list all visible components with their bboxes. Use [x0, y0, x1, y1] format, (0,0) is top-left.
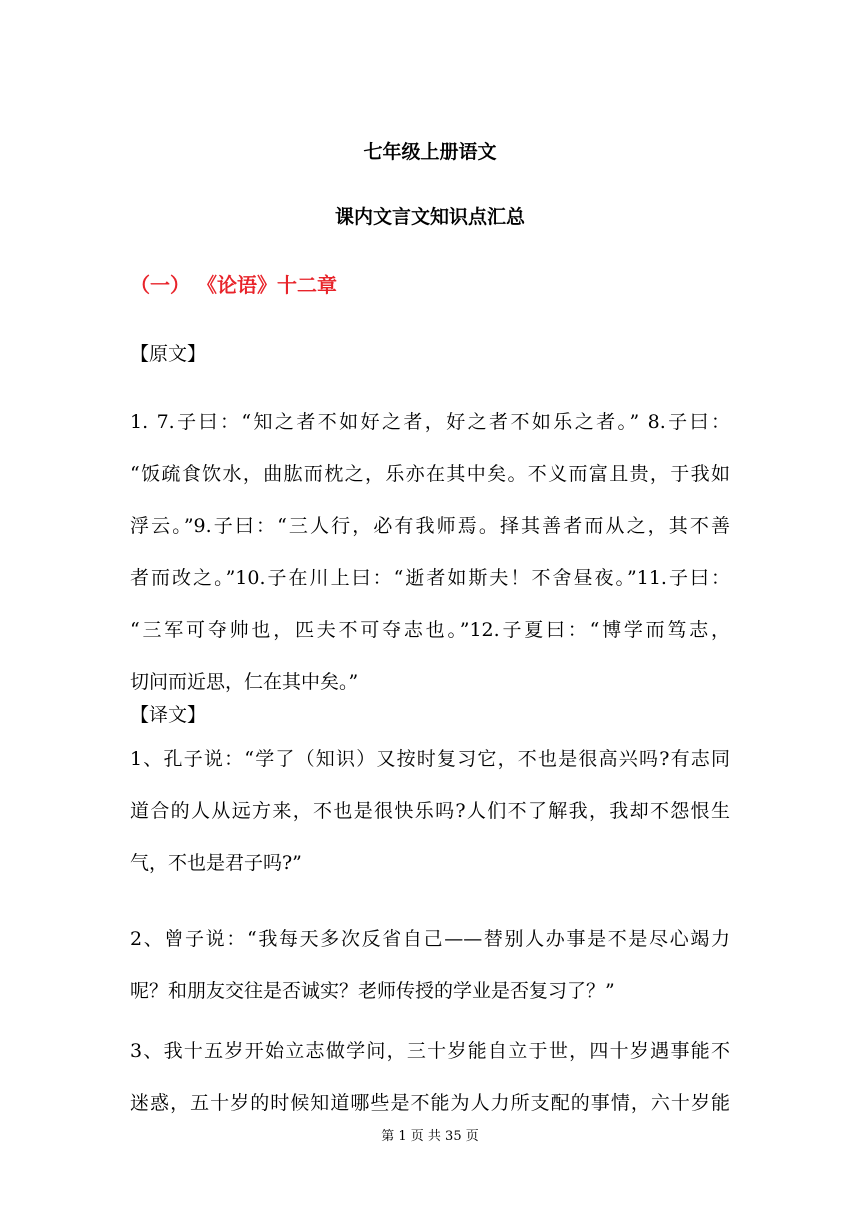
translation-line: 3、我十五岁开始立志做学问，三十岁能自立于世，四十岁遇事能不 [130, 1040, 730, 1062]
translation-line: 气，不也是君子吗?” [130, 852, 302, 874]
translation-paragraph-3 [130, 1025, 730, 1129]
original-text-line: 切问而近思，仁在其中矣。” [130, 671, 359, 693]
translation-paragraph-1 [130, 733, 730, 889]
document-subtitle: 课内文言文知识点汇总 [334, 206, 525, 228]
original-text-label: 【原文】 [130, 343, 207, 365]
translation-label: 【译文】 [130, 704, 207, 726]
page-footer: 第 1 页 共 35 页 [381, 1129, 479, 1144]
original-text-line: “饭疏食饮水，曲肱而枕之，乐亦在其中矣。不义而富且贵，于我如 [130, 463, 730, 485]
original-text-line: 1. 7.子曰：“知之者不如好之者，好之者不如乐之者。” 8.子曰： [130, 411, 730, 433]
translation-paragraph-2 [130, 913, 730, 1017]
original-text-paragraph [130, 396, 730, 708]
translation-line: 迷惑，五十岁的时候知道哪些是不能为人力所支配的事情，六十岁能 [130, 1092, 730, 1114]
original-text-line: 浮云。”9.子曰：“三人行，必有我师焉。择其善者而从之，其不善 [130, 515, 730, 537]
translation-line: 2、曾子说：“我每天多次反省自己——替别人办事是不是尽心竭力 [130, 928, 730, 950]
document-title: 七年级上册语文 [363, 141, 497, 163]
translation-line: 1、孔子说：“学了（知识）又按时复习它，不也是很高兴吗?有志同 [130, 748, 730, 770]
translation-line: 呢？和朋友交往是否诚实？老师传授的学业是否复习了？” [130, 980, 615, 1002]
section-heading: （一） 《论语》十二章 [130, 273, 337, 297]
translation-line: 道合的人从远方来，不也是很快乐吗?人们不了解我，我却不怨恨生 [130, 800, 730, 822]
original-text-line: 者而改之。”10.子在川上曰：“逝者如斯夫！不舍昼夜。”11.子曰： [130, 567, 730, 589]
original-text-line: “三军可夺帅也，匹夫不可夺志也。”12.子夏曰：“博学而笃志， [130, 619, 730, 641]
